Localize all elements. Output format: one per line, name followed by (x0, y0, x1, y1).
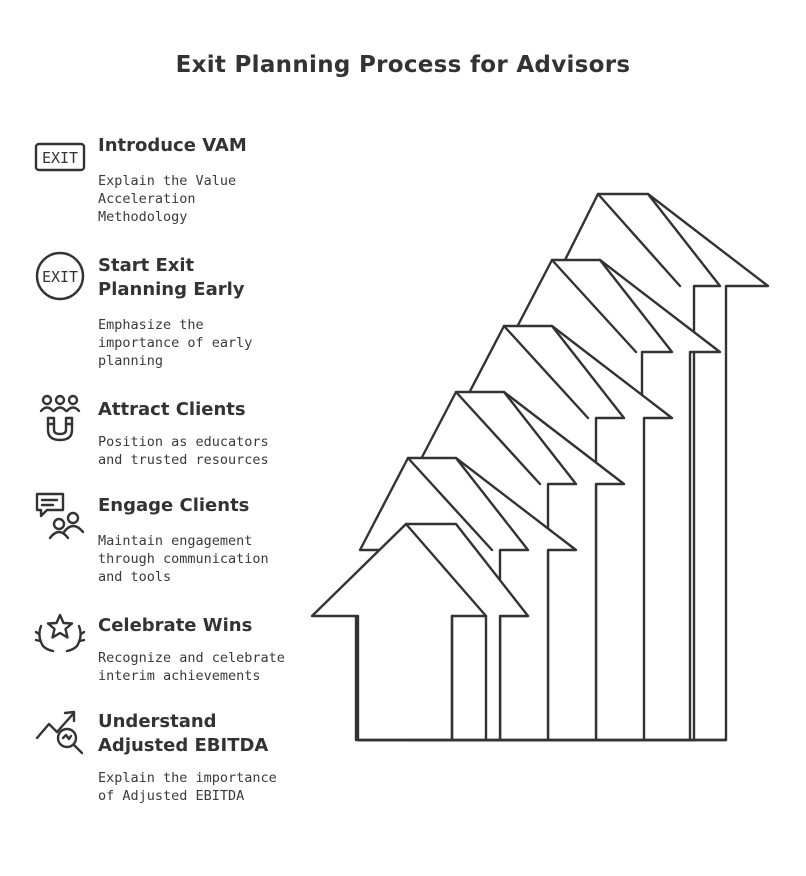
chat-people-icon (33, 492, 89, 548)
step-heading: Engage Clients (98, 495, 250, 516)
step-heading: Start Exit Planning Early (98, 255, 245, 300)
step-heading: Celebrate Wins (98, 615, 253, 636)
step-description: Explain the Value Acceleration Methodology (98, 173, 237, 225)
step-engage-clients (0, 492, 320, 592)
magnet-people-icon (33, 394, 89, 450)
step-heading: Attract Clients (98, 399, 246, 420)
step-heading: Introduce VAM (98, 135, 247, 156)
page-title: Exit Planning Process for Advisors (175, 52, 631, 78)
step-introduce-vam (0, 132, 320, 232)
step-description: Position as educators and trusted resources (98, 434, 269, 468)
svg-text:EXIT: EXIT (41, 268, 79, 286)
step-description: Emphasize the importance of early planning (98, 317, 253, 369)
star-laurel-icon (33, 612, 89, 668)
step-attract-clients (0, 396, 320, 476)
step-start-exit-planning-early (0, 254, 320, 374)
step-understand-adjusted-ebitda (0, 708, 320, 818)
step-heading: Understand Adjusted EBITDA (98, 711, 269, 756)
step-description: Explain the importance of Adjusted EBITDA (98, 770, 277, 804)
svg-text:EXIT: EXIT (41, 149, 79, 167)
step-celebrate-wins (0, 612, 320, 692)
step-description: Recognize and celebrate interim achievements (98, 650, 285, 684)
growth-analysis-icon (33, 708, 89, 764)
exit-circle-icon (33, 252, 89, 308)
step-description: Maintain engagement through communication and tools (98, 533, 269, 585)
exit-sign-icon (33, 140, 89, 196)
growth-arrows-illustration (300, 180, 790, 760)
